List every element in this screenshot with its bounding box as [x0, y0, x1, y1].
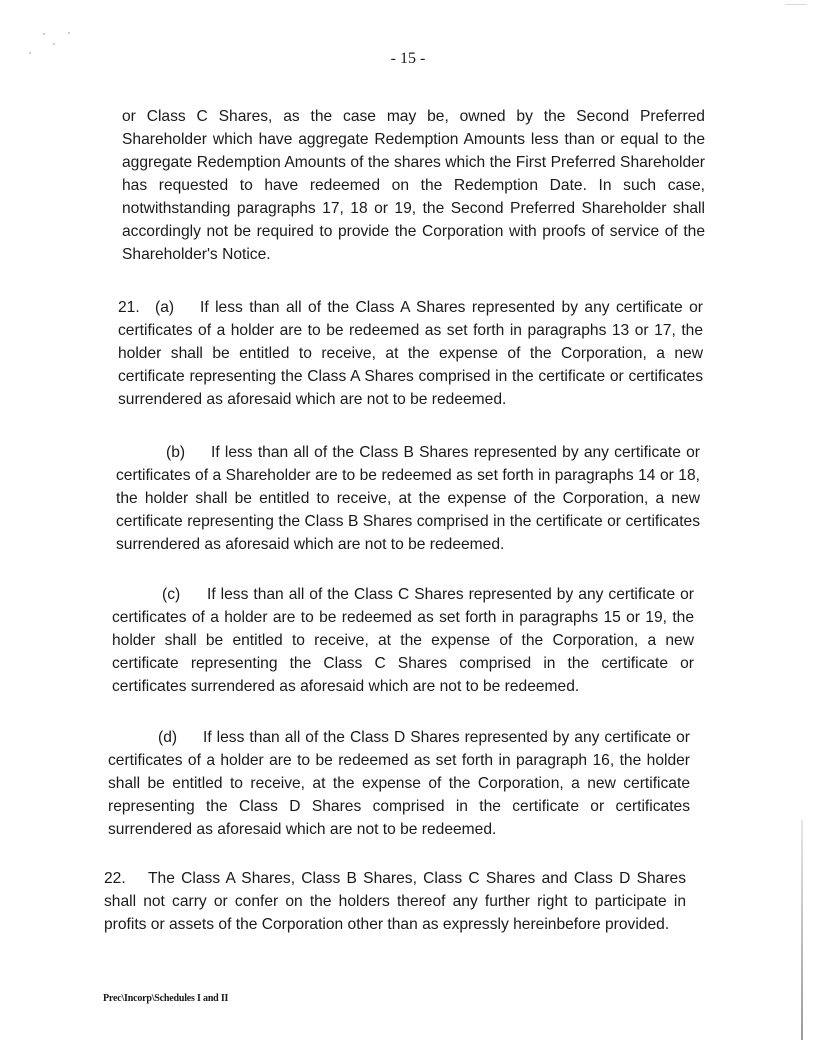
scan-speck [68, 32, 70, 34]
paragraph-text: If less than all of the Class D Shares represented by any certificate or certificates of a holder are to be redeemed as set forth in paragraph 16, the holder shall be entitled to receive, at the expense of the Corporation, a new certificate representing the Class D Shares comprised in the certificate or certificates surrendered as aforesaid which are not to be redeemed. [108, 729, 690, 838]
scan-artifact [785, 4, 807, 5]
footer-file-path: Prec\Incorp\Schedules I and II [103, 993, 229, 1004]
paragraph-text: If less than all of the Class C Shares represented by any certificate or certificates of a holder are to be redeemed as set forth in paragraphs 15 or 19, the holder shall be entitled to receive, at the expense of the Corporation, a new certificate representing the Class C Shares comprised in the certificate or certificates surrendered as aforesaid which are not to be redeemed. [112, 586, 694, 695]
subparagraph-label: (b) [166, 444, 186, 461]
scan-edge-shadow [801, 820, 803, 1040]
subparagraph-label: (a) [155, 299, 175, 316]
paragraph-number: 22. [104, 870, 126, 887]
paragraph-21c [112, 583, 694, 698]
paragraph-22 [104, 867, 686, 936]
paragraph-continuation: or Class C Shares, as the case may be, owned by the Second Preferred Shareholder which have aggregate Redemption Amounts less than or equal to the aggregate Redemption Amounts of the shares which the First Preferred Shareholder has requested to have redeemed on the Redemption Date. In such case, notwithstanding paragraphs 17, 18 or 19, the Second Preferred Shareholder shall accordingly not be required to provide the Corporation with proofs of service of the Shareholder's Notice. [122, 108, 705, 263]
paragraph-21b [116, 441, 700, 556]
paragraph-21a [118, 296, 703, 411]
subparagraph-label: (d) [158, 729, 178, 746]
paragraph-text: If less than all of the Class B Shares represented by any certificate or certificates of a Shareholder are to be redeemed as set forth in paragraphs 14 or 18, the holder shall be entitled to receive, at the expense of the Corporation, a new certificate representing the Class B Shares comprised in the certificate or certificates surrendered as aforesaid which are not to be redeemed. [116, 444, 700, 553]
subparagraph-label: (c) [162, 586, 181, 603]
paragraph-21d [108, 726, 690, 841]
scan-speck [43, 33, 45, 35]
paragraph-text: The Class A Shares, Class B Shares, Class C Shares and Class D Shares shall not carry or confer on the holders thereof any further right to participate in profits or assets of the Corporation other than as expressly hereinbefore provided. [104, 870, 686, 933]
scan-speck [53, 43, 55, 45]
paragraph-number: 21. [118, 299, 140, 316]
page-number: - 15 - [390, 50, 426, 67]
paragraph-text: If less than all of the Class A Shares represented by any certificate or certificates of a holder are to be redeemed as set forth in paragraphs 13 or 17, the holder shall be entitled to receive, at the expense of the Corporation, a new certificate representing the Class A Shares comprised in the certificate or certificates surrendered as aforesaid which are not to be redeemed. [118, 299, 703, 408]
scan-speck [29, 52, 31, 54]
